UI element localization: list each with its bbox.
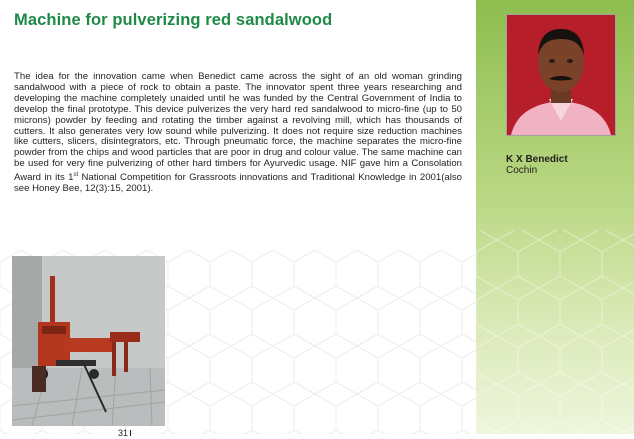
innovator-portrait (506, 14, 616, 136)
article-title: Machine for pulverizing red sandalwood (14, 11, 333, 29)
article-body-superscript: st (73, 172, 79, 179)
innovator-name: K X Benedict (506, 154, 568, 165)
page-number-rule (130, 430, 131, 436)
page-number: 31 (118, 428, 129, 438)
article-body (14, 72, 462, 195)
pulverizing-machine-illustration (12, 256, 165, 426)
machine-photo (12, 256, 165, 426)
article-body-main: The idea for the innovation came when Benedict came across the sight of an old woman grinding sandalwood with a piece of rock to obtain a paste. The innovator spent three years researching and developing the machine completely unaided until he was funded by the Central Government of India to develop the final prototype. This device pulverizes the very hard red sandalwood to micro-fine (up to 50 microns) powder by feeding and rotating the timber against a revolving mill, which has thousands of cutters. It also generates very low sound while pulverizing. It does not require size reduction machines like cutters, slicers, disintegrators, etc. Through pneumatic force, the machine separates the micro-fine powder from the chips and wood particles that are poor in drug and colour value. The same machine can be used for very fine pulverizing of other hard timbers for Ayurvedic usage. NIF gave him a Consolation Award in its 1 (14, 71, 462, 184)
portrait-image (507, 15, 615, 135)
article-body-end: National Competition for Grassroots innovations and Traditional Knowledge in 2001(also see Honey Bee, 12(3):15, 2001). (14, 172, 462, 195)
innovator-place: Cochin (506, 165, 538, 176)
